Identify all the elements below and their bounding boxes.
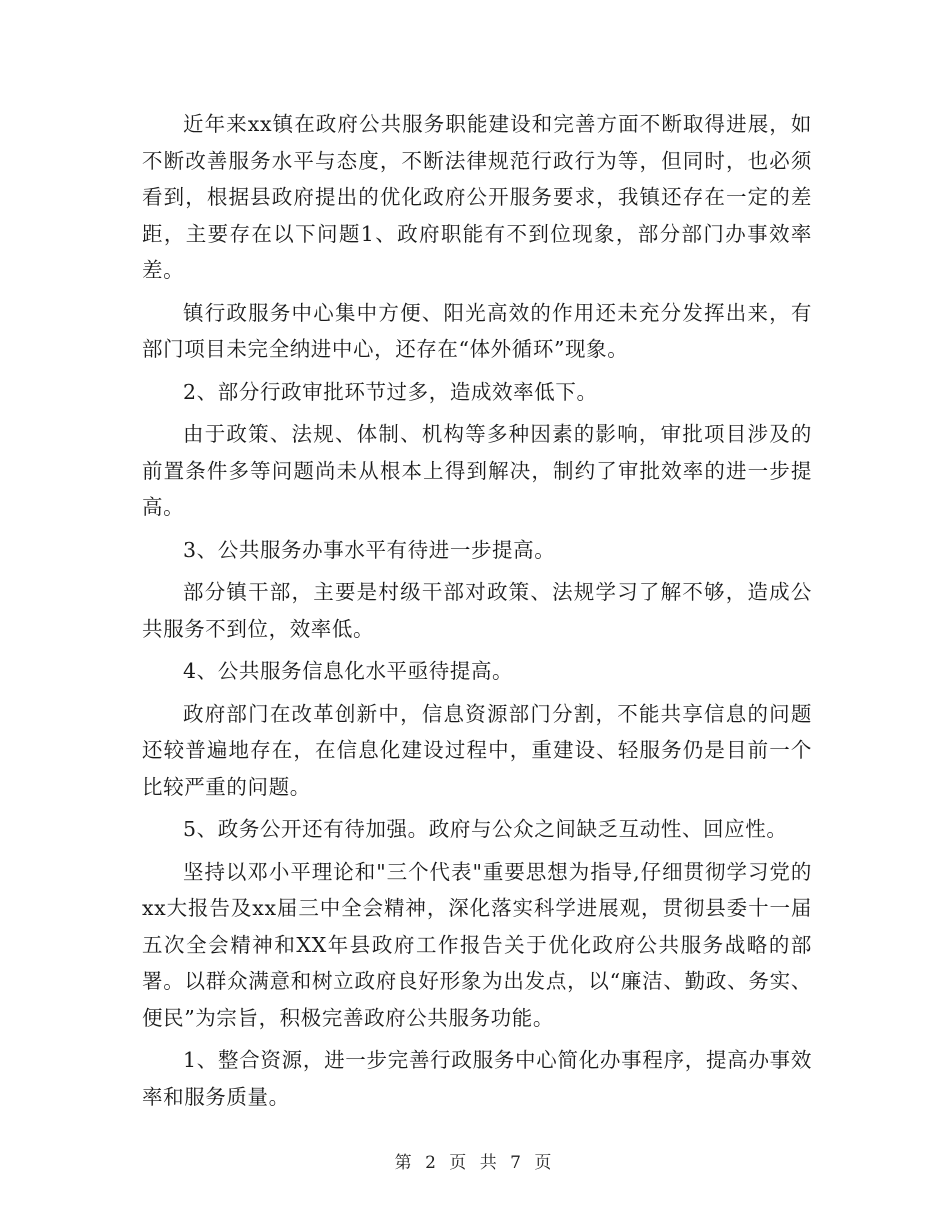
paragraph-10: 坚持以邓小平理论和"三个代表"重要思想为指导,仔细贯彻学习党的xx大报告及xx届三中全会精神，深化落实科学进展观，贯彻县委十一届五次全会精神和XX年县政府工作报告关于优化政府公共服务战略的部署。以群众满意和树立政府良好形象为出发点，以“廉洁、勤政、务实、便民”为宗旨，积极完善政府公共服务功能。 xyxy=(142,859,812,1030)
paragraph-11: 1、整合资源，进一步完善行政服务中心简化办事程序，提高办事效率和服务质量。 xyxy=(142,1048,812,1109)
paragraph-1: 近年来xx镇在政府公共服务职能建设和完善方面不断取得进展，如不断改善服务水平与态度，不断法律规范行政行为等，但同时，也必须看到，根据县政府提出的优化政府公开服务要求，我镇还存在一定的差距，主要存在以下问题1、政府职能有不到位现象，部分部门办事效率差。 xyxy=(142,112,812,282)
paragraph-6: 部分镇干部，主要是村级干部对政策、法规学习了解不够，造成公共服务不到位，效率低。 xyxy=(142,580,812,641)
page-number-footer: 第 2 页 共 7 页 xyxy=(394,1153,556,1173)
document-body xyxy=(142,106,812,1121)
paragraph-8: 政府部门在改革创新中，信息资源部门分割，不能共享信息的问题还较普遍地存在，在信息化建设过程中，重建设、轻服务仍是目前一个比较严重的问题。 xyxy=(142,701,812,799)
paragraph-4: 由于政策、法规、体制、机构等多种因素的影响，审批项目涉及的前置条件多等问题尚未从根本上得到解决，制约了审批效率的进一步提高。 xyxy=(142,422,812,519)
paragraph-3: 2、部分行政审批环节过多，造成效率低下。 xyxy=(183,379,598,404)
paragraph-2: 镇行政服务中心集中方便、阳光高效的作用还未充分发挥出来，有部门项目未完全纳进中心，还存在“体外循环”现象。 xyxy=(142,300,812,361)
paragraph-9: 5、政务公开还有待加强。政府与公众之间缺乏互动性、回应性。 xyxy=(183,817,788,841)
paragraph-7: 4、公共服务信息化水平亟待提高。 xyxy=(183,659,514,683)
paragraph-5: 3、公共服务办事水平有待进一步提高。 xyxy=(183,537,556,562)
